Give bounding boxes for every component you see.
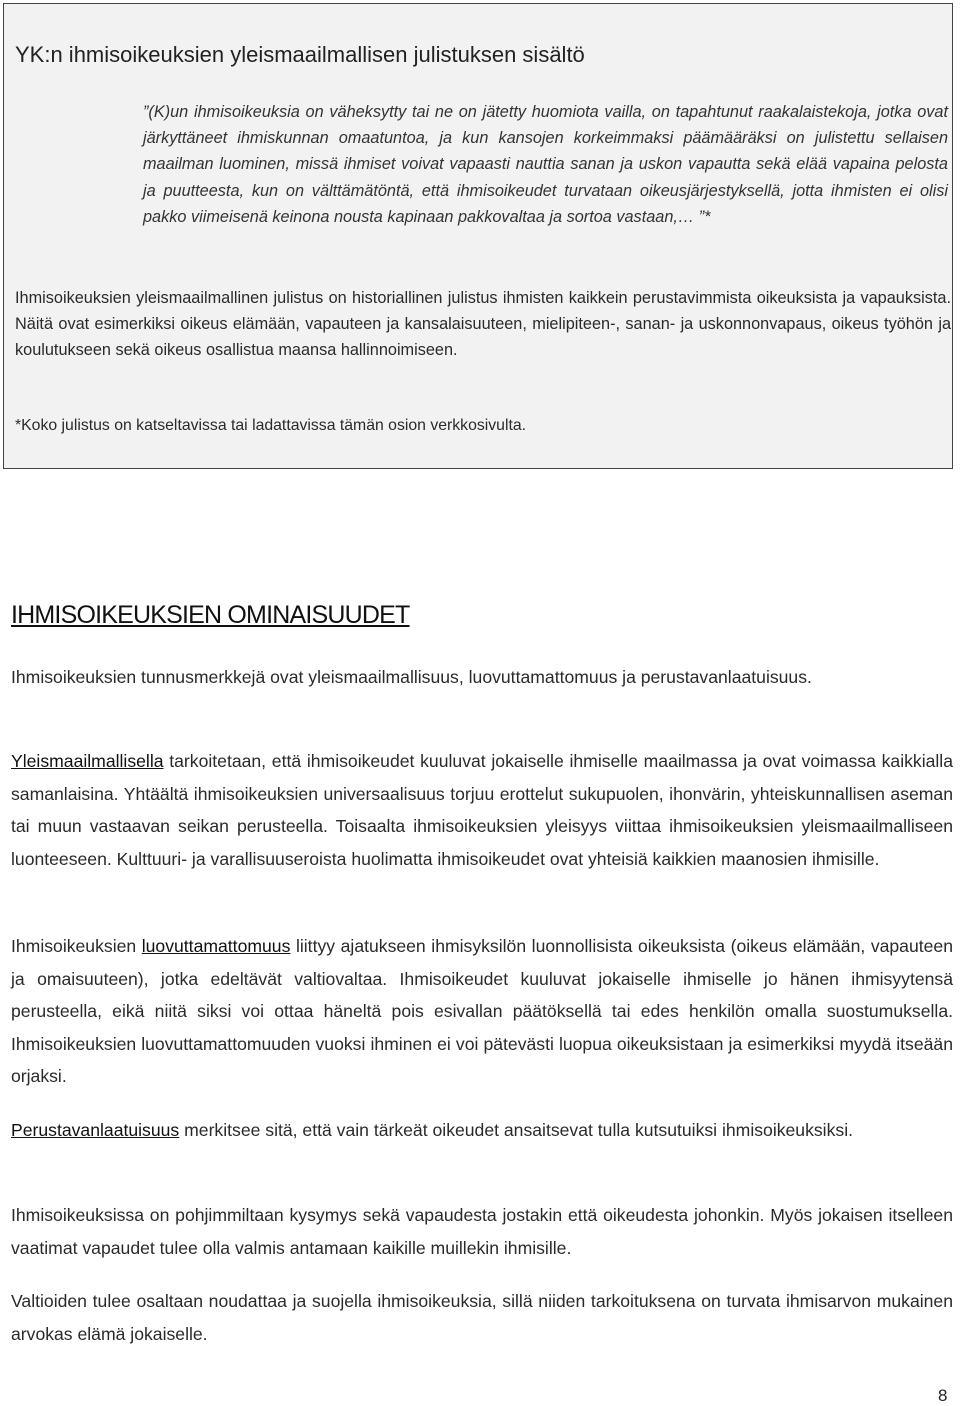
box-title: YK:n ihmisoikeuksien yleismaailmallisen julistuksen sisältö <box>15 42 585 67</box>
universality-text: tarkoitetaan, että ihmisoikeudet kuuluvat jokaiselle ihmiselle maailmassa ja ovat voimassa kaikkialla samanlaisina. Yhtäältä ihmisoikeuksien universaalisuus torjuu erottelut sukupuolen, ihonvärin, yhteiskunnallisen aseman tai muun vastaavan seikan perusteella. Toisaalta ihmisoikeuksien yleisyys viittaa ihmisoikeuksien yleismaailmalliseen luonteeseen. Kulttuuri- ja varallisuuseroista huolimatta ihmisoikeudet ovat yhteisiä kaikkien maanosien ihmisille. <box>11 751 953 869</box>
states-paragraph: Valtioiden tulee osaltaan noudattaa ja suojella ihmisoikeuksia, sillä niiden tarkoituksena on turvata ihmisarvon mukainen arvokas elämä jokaiselle. <box>11 1291 953 1344</box>
term-universality: Yleismaailmallisella <box>11 751 164 771</box>
inalienability-text: liittyy ajatukseen ihmisyksilön luonnollisista oikeuksista (oikeus elämään, vapauteen ja omaisuuteen), jotka edeltävät valtiovaltaa. Ihmisoikeudet kuuluvat jokaiselle ihmiselle jo hänen ihmisyytensä perusteella, eikä niitä siksi voi ottaa häneltä pois esivallan päätöksellä tai edes henkilön omalla suostumuksella. Ihmisoikeuksien luovuttamattomuuden vuoksi ihminen ei voi pätevästi luopua oikeuksistaan ja esimerkiksi myydä itseään orjaksi. <box>11 936 953 1086</box>
fundamentality-text: merkitsee sitä, että vain tärkeät oikeudet ansaitsevat tulla kutsutuiksi ihmisoikeuksiksi. <box>179 1120 853 1140</box>
intro-paragraph: Ihmisoikeuksien tunnusmerkkejä ovat yleismaailmallisuus, luovuttamattomuus ja perustavanlaatuisuus. <box>11 667 812 687</box>
freedom-paragraph: Ihmisoikeuksissa on pohjimmiltaan kysymys sekä vapaudesta jostakin että oikeudesta johonkin. Myös jokaisen itselleen vaatimat vapaudet tulee olla valmis antamaan kaikille muillekin ihmisille. <box>11 1205 953 1258</box>
section-heading: IHMISOIKEUKSIEN OMINAISUUDET <box>11 601 410 629</box>
inalienability-lead: Ihmisoikeuksien <box>11 936 142 956</box>
page-number: 8 <box>938 1386 948 1405</box>
term-inalienability: luovuttamattomuus <box>141 936 291 956</box>
universality-paragraph <box>11 745 953 875</box>
declaration-description: Ihmisoikeuksien yleismaailmallinen julistus on historiallinen julistus ihmisten kaikkein perustavimmista oikeuksista ja vapauksista. Näitä ovat esimerkiksi oikeus elämään, vapauteen ja kansalaisuuteen, mielipiteen-, sanan- ja uskonnonvapaus, oikeus työhön ja koulutukseen sekä oikeus osallistua maansa hallinnoimiseen. <box>15 289 951 360</box>
declaration-quote: ”(K)un ihmisoikeuksia on väheksytty tai ne on jätetty huomiota vailla, on tapahtunut raakalaistekoja, jotka ovat järkyttäneet ihmiskunnan omaatuntoa, ja kun kansojen korkeimmaksi päämääräksi on julistettu sellaisen maailman luominen, missä ihmiset voivat vapaasti nauttia sanan ja uskon vapautta sekä elää vapaina pelosta ja puutteesta, kun on välttämätöntä, että ihmisoikeudet turvataan oikeusjärjestyksellä, jotta ihmisten ei olisi pakko viimeisenä keinona nousta kapinaan pakkovaltaa ja sortoa vastaan,… ”* <box>143 103 948 226</box>
declaration-info-box <box>3 3 953 469</box>
inalienability-paragraph <box>11 930 953 1093</box>
fundamentality-paragraph <box>11 1114 953 1147</box>
term-fundamentality: Perustavanlaatuisuus <box>11 1120 180 1140</box>
footnote: *Koko julistus on katseltavissa tai ladattavissa tämän osion verkkosivulta. <box>15 417 527 434</box>
